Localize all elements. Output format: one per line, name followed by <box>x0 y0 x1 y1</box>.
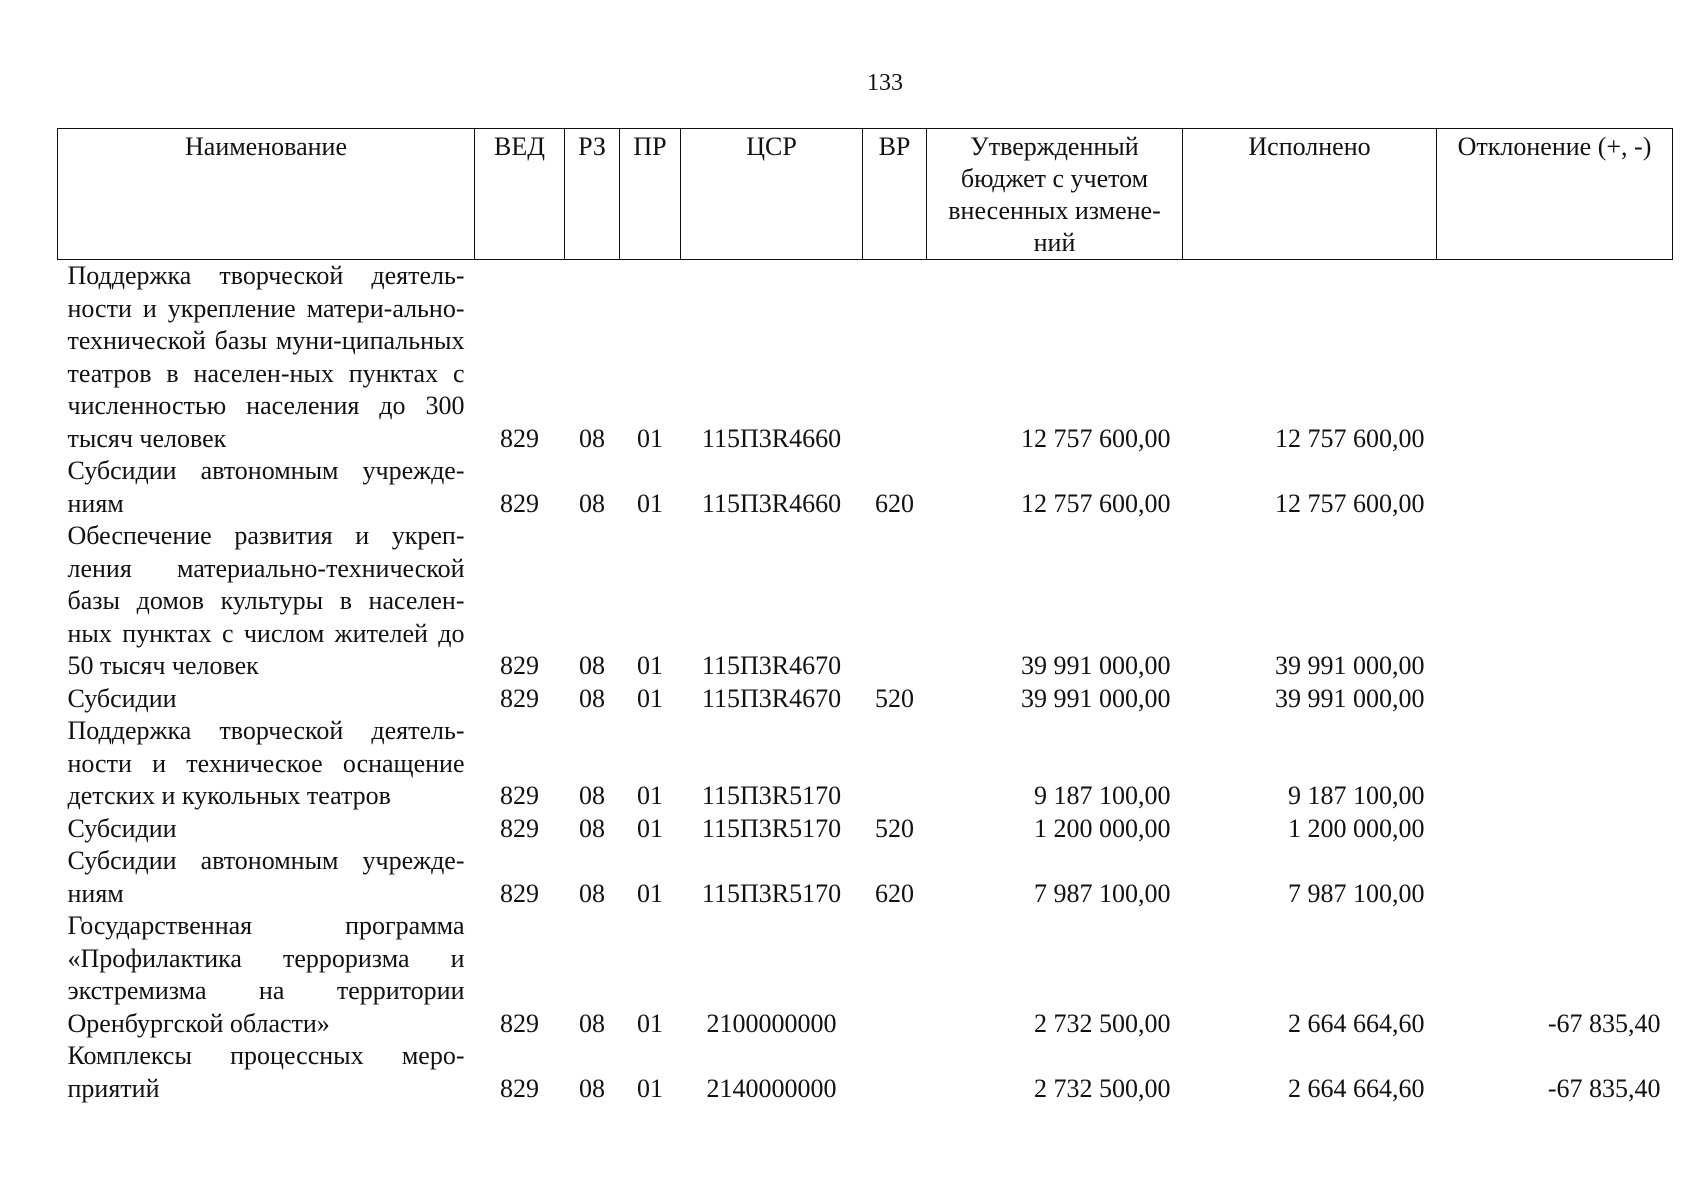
cell-csr: 2100000000 <box>706 1008 837 1038</box>
table-row <box>58 260 1673 456</box>
cell-pr: 01 <box>637 423 663 453</box>
cell-pr: 01 <box>637 813 663 843</box>
cell-pr: 01 <box>637 781 663 810</box>
cell-executed: 39 991 000,00 <box>1275 683 1425 713</box>
cell-deviation <box>1437 845 1673 910</box>
cell-approved: 2 732 500,00 <box>1034 1073 1171 1103</box>
cell-vr: 520 <box>875 813 914 843</box>
cell-csr: 115П3R5170 <box>701 813 842 843</box>
cell-approved: 1 200 000,00 <box>1034 813 1171 843</box>
cell-pr: 01 <box>637 1008 663 1038</box>
table-row <box>58 683 1673 716</box>
cell-approved: 39 991 000,00 <box>1021 683 1171 713</box>
table-row <box>58 910 1673 1040</box>
cell-vr: 520 <box>875 683 914 713</box>
cell-executed: 12 757 600,00 <box>1275 488 1425 518</box>
header-row <box>58 129 1673 260</box>
cell-rz: 08 <box>579 651 605 680</box>
table-row <box>58 520 1673 683</box>
cell-csr: 2140000000 <box>706 1073 837 1103</box>
cell-ved: 829 <box>500 1008 539 1038</box>
cell-ved: 829 <box>500 813 539 843</box>
cell-csr: 115П3R4670 <box>701 683 842 713</box>
cell-rz: 08 <box>579 781 605 810</box>
cell-deviation <box>1437 683 1673 716</box>
table-row <box>58 455 1673 520</box>
cell-name: Комплексы процессных меро-приятий <box>67 1041 465 1103</box>
header-pr: ПР <box>620 129 681 260</box>
cell-rz: 08 <box>579 1073 605 1103</box>
cell-deviation <box>1437 260 1673 456</box>
cell-ved: 829 <box>500 423 539 453</box>
cell-rz: 08 <box>579 878 605 908</box>
cell-approved: 9 187 100,00 <box>1034 781 1171 810</box>
cell-vr <box>863 1040 927 1105</box>
table-row <box>58 1040 1673 1105</box>
cell-approved: 7 987 100,00 <box>1034 878 1171 908</box>
cell-ved: 829 <box>500 781 539 810</box>
cell-name: Поддержка творческой деятель-ности и техническое оснащение детских и кукольных театров <box>67 716 465 810</box>
cell-rz: 08 <box>579 488 605 518</box>
cell-pr: 01 <box>637 488 663 518</box>
header-deviation: Отклонение (+, -) <box>1437 129 1673 260</box>
cell-deviation <box>1437 715 1673 813</box>
cell-vr <box>863 520 927 683</box>
cell-name: Субсидии <box>67 813 177 843</box>
cell-csr: 115П3R5170 <box>701 878 842 908</box>
cell-approved: 39 991 000,00 <box>1021 651 1171 680</box>
cell-executed: 2 664 664,60 <box>1288 1073 1425 1103</box>
cell-ved: 829 <box>500 878 539 908</box>
cell-name: Субсидии <box>67 683 177 713</box>
cell-deviation <box>1437 520 1673 683</box>
table-body <box>58 260 1673 1106</box>
cell-executed: 12 757 600,00 <box>1275 423 1425 453</box>
cell-pr: 01 <box>637 878 663 908</box>
cell-ved: 829 <box>500 1073 539 1103</box>
header-rz: РЗ <box>565 129 620 260</box>
cell-rz: 08 <box>579 813 605 843</box>
cell-name: Субсидии автономным учрежде-ниям <box>67 846 465 908</box>
header-csr: ЦСР <box>681 129 863 260</box>
cell-ved: 829 <box>500 683 539 713</box>
cell-csr: 115П3R4660 <box>701 423 842 453</box>
cell-executed: 7 987 100,00 <box>1288 878 1425 908</box>
header-vr: ВР <box>863 129 927 260</box>
cell-deviation: -67 835,40 <box>1547 1008 1661 1038</box>
cell-deviation: -67 835,40 <box>1547 1073 1661 1103</box>
cell-csr: 115П3R5170 <box>701 781 842 810</box>
cell-name: Государственная программа «Профилактика терроризма и экстремизма на территории Оренбургской области» <box>67 911 465 1038</box>
cell-rz: 08 <box>579 1008 605 1038</box>
header-ved: ВЕД <box>475 129 565 260</box>
cell-executed: 39 991 000,00 <box>1275 651 1425 680</box>
cell-approved: 12 757 600,00 <box>1021 423 1171 453</box>
cell-vr: 620 <box>875 488 914 518</box>
cell-executed: 9 187 100,00 <box>1288 781 1425 810</box>
cell-pr: 01 <box>637 683 663 713</box>
header-name: Наименование <box>58 129 475 260</box>
header-executed: Исполнено <box>1183 129 1437 260</box>
cell-deviation <box>1437 813 1673 846</box>
cell-approved: 12 757 600,00 <box>1021 488 1171 518</box>
cell-vr <box>863 715 927 813</box>
table-row <box>58 845 1673 910</box>
cell-executed: 1 200 000,00 <box>1288 813 1425 843</box>
cell-name: Поддержка творческой деятель-ности и укрепление матери-ально-технической базы муни-ципальных театров в населен-ных пунктах с численностью населения до 300 тысяч человек <box>67 261 465 453</box>
table-header <box>58 129 1673 260</box>
cell-rz: 08 <box>579 683 605 713</box>
cell-vr <box>863 910 927 1040</box>
cell-pr: 01 <box>637 651 663 680</box>
page-number: 133 <box>867 70 903 96</box>
cell-executed: 2 664 664,60 <box>1288 1008 1425 1038</box>
cell-deviation <box>1437 455 1673 520</box>
cell-ved: 829 <box>500 651 539 680</box>
cell-vr: 620 <box>875 878 914 908</box>
cell-csr: 115П3R4660 <box>701 488 842 518</box>
budget-table <box>57 128 1673 1105</box>
cell-ved: 829 <box>500 488 539 518</box>
table-row <box>58 715 1673 813</box>
cell-pr: 01 <box>637 1073 663 1103</box>
cell-name: Обеспечение развития и укреп-ления материально-технической базы домов культуры в населен-ных пунктах с числом жителей до 50 тысяч человек <box>67 521 465 680</box>
table-row <box>58 813 1673 846</box>
cell-name: Субсидии автономным учрежде-ниям <box>67 456 465 518</box>
cell-rz: 08 <box>579 423 605 453</box>
cell-approved: 2 732 500,00 <box>1034 1008 1171 1038</box>
cell-csr: 115П3R4670 <box>701 651 842 680</box>
cell-vr <box>863 260 927 456</box>
header-approved: Утвержденный бюджет с учетом внесенных измене-ний <box>927 129 1183 260</box>
